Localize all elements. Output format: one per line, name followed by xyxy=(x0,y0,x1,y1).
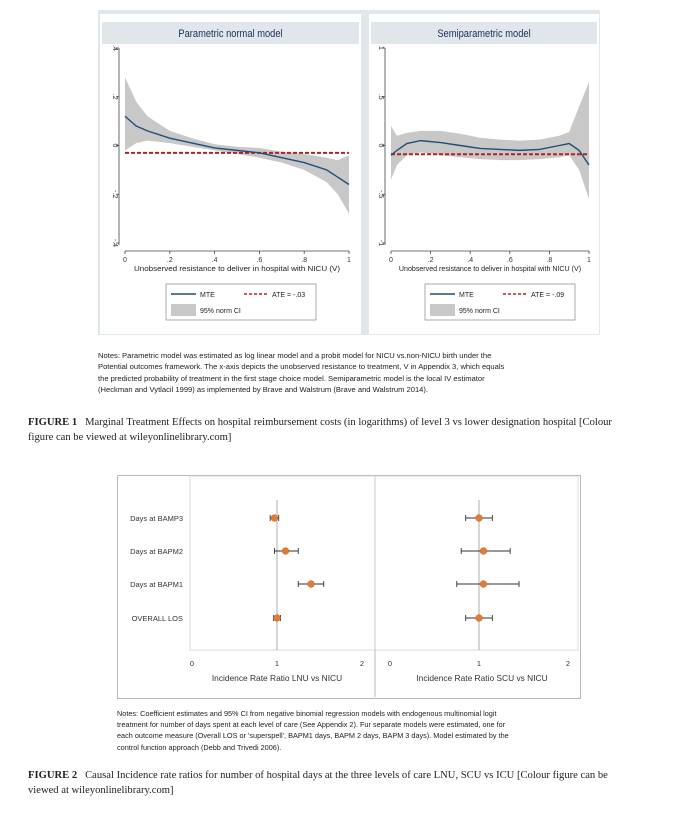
figure1-note-line: (Heckman and Vytlacil 1999) as implemented by Brave and Walstrum (Brave and Walstrum 2014). xyxy=(98,385,429,395)
figure1-right-x-tick-label: .4 xyxy=(467,257,474,264)
figure2-right-x-tick-label: 0 xyxy=(387,659,393,668)
figure1-right-y-tick-label: 0 xyxy=(377,143,384,148)
figure1-caption-text: Marginal Treatment Effects on hospital reimbursement costs (in logarithms) of level 3 vs lower designation hospital [Colour xyxy=(85,417,612,428)
figure1-left-x-tick-label: .4 xyxy=(211,257,218,264)
figure2-caption xyxy=(28,768,678,798)
figure2-row-label: Days at BAPM1 xyxy=(130,580,183,589)
figure2-left-point-estimate xyxy=(282,548,289,555)
figure2-left-point-estimate xyxy=(274,615,281,622)
figure2-left-point-estimate xyxy=(308,581,315,588)
figure1-left-x-tick-label: 0 xyxy=(123,257,127,264)
figure2-left-plot-frame xyxy=(190,476,375,650)
figure1-right-x-tick-label: .8 xyxy=(546,257,553,264)
figure1-left-y-tick-label: .4 xyxy=(111,45,118,51)
figure1-left-x-label: Unobserved resistance to deliver in hospital with NICU (V) xyxy=(133,266,341,273)
figure1-caption-label: FIGURE 1 xyxy=(28,417,78,428)
figure1-left-y-tick-label: .2 xyxy=(111,93,118,100)
figure1-right-y-tick-label: .5 xyxy=(377,93,384,100)
figure1-right-x-tick-label: 0 xyxy=(389,257,393,264)
figure1-right-legend-ate-label: ATE = -.09 xyxy=(531,292,565,299)
figure2-left-point-estimate xyxy=(271,515,278,522)
figure1-left-x-tick-label: .8 xyxy=(301,257,308,264)
figure2-left-x-tick-label: 0 xyxy=(189,659,195,668)
figure1-left-y-tick-label: -.2 xyxy=(111,190,118,199)
figure2-right-x-tick-label: 2 xyxy=(565,659,571,668)
figure1-left-x-tick-label: 1 xyxy=(347,257,351,264)
figure1-note-line: Notes: Parametric model was estimated as log linear model and a probit model for NICU vs.non-NICU birth under the xyxy=(98,351,492,360)
figure1-left-x-tick-label: .2 xyxy=(166,257,173,264)
figure1-right-x-tick-label: .2 xyxy=(427,257,434,264)
figure2-row-label: Days at BAMP3 xyxy=(130,514,183,523)
figure1-note-line: the predicted probability of treatment in the first stage choice model. Semiparametric model is the local IV estimator xyxy=(98,373,485,383)
figure1-left-y-tick-label: -.4 xyxy=(111,238,118,248)
figure2-right-x-tick-label: 1 xyxy=(476,659,482,668)
figure2-right-point-estimate xyxy=(480,548,487,555)
figure1-left-title: Parametric normal model xyxy=(178,28,283,41)
figure2-notes xyxy=(117,708,597,753)
figure2-right-x-label: Incidence Rate Ratio SCU vs NICU xyxy=(416,673,548,683)
figure1-right-title: Semiparametric model xyxy=(437,28,531,41)
figure2-row-label: Days at BAPM2 xyxy=(130,547,183,556)
figure2-right-point-estimate xyxy=(476,615,483,622)
figure2-left-x-tick-label: 2 xyxy=(359,659,365,668)
figure2-left-x-label: Incidence Rate Ratio LNU vs NICU xyxy=(211,673,343,683)
figure1-right-y-tick-label: -1 xyxy=(377,239,384,247)
figure1-right-x-tick-label: 1 xyxy=(587,257,591,264)
figure2-note-line: treatment for number of days spent at each level of care (See Appendix 2). Fur separate models were estimated, one for xyxy=(117,720,506,730)
figure1-left-legend-mte-label: MTE xyxy=(200,292,215,299)
figure1-right-legend-mte-label: MTE xyxy=(459,292,474,299)
figure1-left-legend-ate-label: ATE = -.03 xyxy=(272,292,306,299)
figure2-row-label: OVERALL LOS xyxy=(131,614,183,623)
figure1-right-y-tick-label: -.5 xyxy=(377,190,384,199)
figure1-left-y-tick-label: 0 xyxy=(111,143,118,148)
figure1-right-x-label: Unobserved resistance to deliver in hospital with NICU (V) xyxy=(398,266,582,273)
figure2-note-line: Notes: Coefficient estimates and 95% CI from negative binomial regression models with endogenous multinomial logit xyxy=(117,709,497,718)
figure1-right-x-tick-label: .6 xyxy=(506,257,513,264)
figure2-right-point-estimate xyxy=(480,581,487,588)
figure1-caption-text-2: figure can be viewed at wileyonlinelibrary.com] xyxy=(28,432,232,443)
figure2-caption-text-2: viewed at wileyonlinelibrary.com] xyxy=(28,785,174,796)
figure2-note-line: each outcome measure (Overall LOS or 'superspell', BAPM1 days, BAPM 2 days, BAPM 3 days). Model estimated by the xyxy=(117,731,509,741)
figure1-right-y-tick-label: 1 xyxy=(377,46,384,50)
figure2-note-line: control function approach (Debb and Trivedi 2006). xyxy=(117,742,282,752)
figure1-left-legend-ci-label: 95% norm CI xyxy=(200,308,241,315)
figure2-right-point-estimate xyxy=(476,515,483,522)
figure2-right-plot-frame xyxy=(375,476,578,650)
figure1-right-legend-ci-label: 95% norm CI xyxy=(459,308,500,315)
figure2-left-x-tick-label: 1 xyxy=(274,659,280,668)
figure1-left-x-tick-label: .6 xyxy=(256,257,263,264)
figure2-caption-label: FIGURE 2 xyxy=(28,770,78,781)
figure1-note-line: Potential outcomes framework. The x-axis depicts the unobserved resistance to treatment, V in Appendix 3, which equals xyxy=(98,362,505,372)
figure2-caption-text: Causal Incidence rate ratios for number of hospital days at the three levels of care LNU, SCU vs ICU [Colour figure can be xyxy=(85,770,608,781)
